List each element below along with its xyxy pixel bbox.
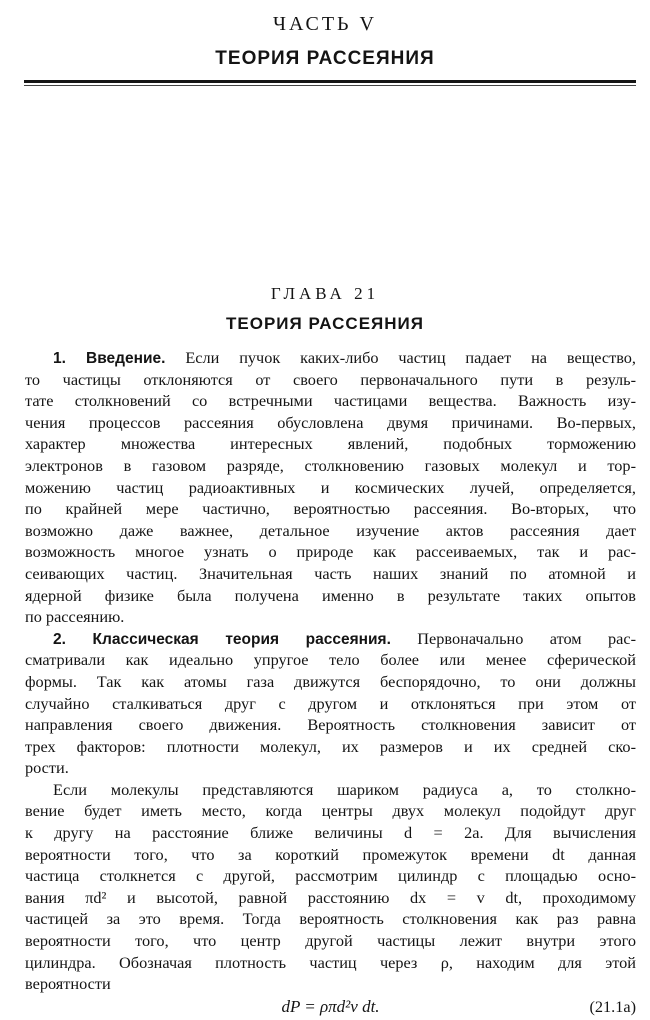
part-title: ТЕОРИЯ РАССЕЯНИЯ	[215, 48, 435, 69]
section2-line: сматривали как идеально упругое тело более или менее сферической	[25, 650, 636, 670]
section1-line: характер множества интересных явлений, подобных торможению	[25, 434, 636, 454]
equation-formula: dP = ρπd²v dt.	[281, 996, 380, 1016]
paragraph3-line: цилиндра. Обозначая плотность частиц через ρ, находим для этой	[25, 952, 636, 972]
body-text	[25, 347, 636, 1020]
section1-heading: 1. Введение.	[53, 350, 166, 367]
section1-line-0	[25, 347, 636, 369]
section1-line: ядерной физике была получена именно в результате таких опытов	[25, 585, 636, 605]
header-rule-thin	[24, 85, 636, 86]
paragraph3-line: вероятности	[25, 974, 111, 994]
section1-line: электронов в газовом разряде, столкновению газовых молекул и тор-	[25, 455, 636, 475]
section1-line: чения процессов рассеяния обусловлена двумя причинами. Во-первых,	[25, 412, 636, 432]
section1-line: то частицы отклоняются от своего первоначального пути в резуль-	[25, 369, 636, 389]
paragraph3-line: частицей за это время. Тогда вероятность столкновения как раз равна	[25, 909, 636, 929]
section1-line: возможно даже важнее, детальное изучение актов рассеяния дает	[25, 520, 636, 540]
section2-line: рости.	[25, 758, 69, 778]
paragraph3-line: вероятности того, что центр другой частицы лежит внутри этого	[25, 931, 636, 951]
section1-line: по крайней мере частично, вероятностью рассеяния. Во-вторых, что	[25, 499, 636, 519]
section2-line: случайно сталкиваться друг с другом и отклоняться при этом от	[25, 693, 636, 713]
paragraph3-line: вания πd² и высотой, равной расстоянию dx = v dt, проходимому	[25, 887, 636, 907]
equation-number: (21.1a)	[589, 996, 636, 1016]
paragraph3-line: вение будет иметь место, когда центры двух молекул подойдут друг	[25, 801, 636, 821]
section1-line: тате столкновений со встречными частицами вещества. Важность изу-	[25, 391, 636, 411]
paragraph3-line: к другу на расстояние ближе величины d = 2a. Для вычисления	[25, 823, 636, 843]
paragraph3-line: вероятности того, что за короткий промежуток времени dt данная	[25, 844, 636, 864]
section1-line-0-text: Если пучок каких-либо частиц падает на вещество,	[165, 348, 636, 367]
chapter-title: ТЕОРИЯ РАССЕЯНИЯ	[226, 314, 424, 333]
paragraph3-line: Если молекулы представляются шариком радиуса a, то столкно-	[53, 779, 636, 799]
section1-line: можению частиц радиоактивных и космических лучей, определяется,	[25, 477, 636, 497]
equation-row	[25, 996, 636, 1020]
section2-line-0	[25, 628, 636, 650]
paragraph3-line: частица столкнется с другой, рассмотрим цилиндр с площадью осно-	[25, 866, 636, 886]
section1-line: по рассеянию.	[25, 607, 125, 627]
section2-heading: 2. Классическая теория рассеяния.	[53, 630, 391, 648]
section2-line: направления своего движения. Вероятность столкновения зависит от	[25, 715, 636, 735]
section1-line: возможность многое узнать о природе как рассеиваемых, так и рас-	[25, 542, 636, 562]
section1-line: сеивающих частиц. Значительная часть наших знаний по атомной и	[25, 563, 636, 583]
chapter-label: ГЛАВА 21	[270, 284, 380, 303]
header-rule-thick	[24, 80, 636, 83]
section2-line-0-text: Первоначально атом рас-	[390, 628, 636, 648]
part-label: ЧАСТЬ V	[273, 13, 377, 35]
section2-line: трех факторов: плотности молекул, их размеров и их средней ско-	[25, 736, 636, 756]
section2-line: формы. Так как атомы газа движутся беспорядочно, то они должны	[25, 671, 636, 691]
